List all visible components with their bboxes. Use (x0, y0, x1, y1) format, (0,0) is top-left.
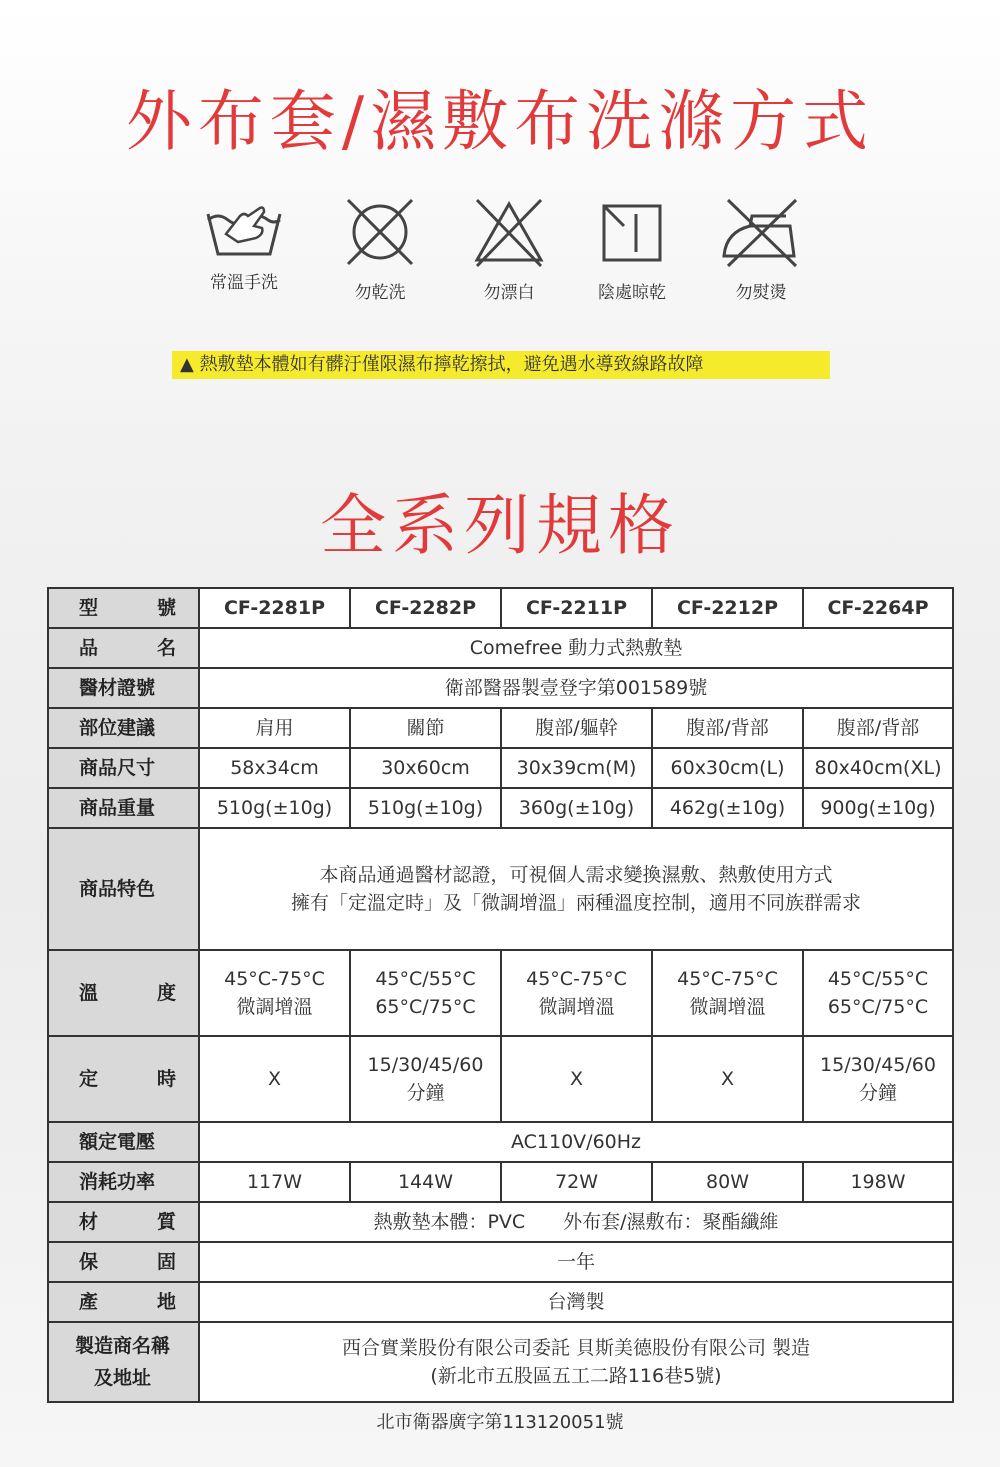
timer-line: 分鐘 (858, 1082, 897, 1104)
row-label: 型 號 (48, 588, 199, 628)
warning-banner: ▲ 熱敷墊本體如有髒汙僅限濕布擰乾擦拭，避免遇水導致線路故障 (172, 351, 830, 379)
timer-line: 15/30/45/60 (367, 1054, 484, 1076)
cell-material: 熱敷墊本體：PVC 外布套/濕敷布：聚酯纖維 (199, 1202, 953, 1242)
care-label: 陰處晾乾 (598, 283, 666, 303)
timer-line: 15/30/45/60 (820, 1054, 936, 1076)
cell-warranty: 一年 (199, 1242, 953, 1282)
row-feature (48, 828, 953, 950)
cell-model: CF-2264P (803, 588, 953, 628)
hand-wash-icon (204, 196, 284, 258)
cell-temperature (350, 950, 501, 1036)
cell-maker (199, 1322, 953, 1402)
cell-weight: 360g(±10g) (501, 788, 652, 828)
cell-name: Comefree 動力式熱敷墊 (199, 628, 953, 668)
care-item-shade-dry (572, 196, 692, 303)
care-label: 勿乾洗 (354, 283, 406, 303)
cell-license: 衛部醫器製壹登字第001589號 (199, 668, 953, 708)
row-origin (48, 1282, 953, 1322)
cell-timer (803, 1036, 953, 1122)
timer-line: X (720, 1068, 735, 1090)
cell-power: 144W (350, 1162, 501, 1202)
row-label: 商品重量 (48, 788, 199, 828)
temp-line: 65°C/75°C (827, 996, 929, 1018)
cell-power: 117W (199, 1162, 350, 1202)
no-iron-icon (716, 196, 806, 268)
care-icons (0, 196, 1000, 316)
cell-power: 72W (501, 1162, 652, 1202)
cell-size: 80x40cm(XL) (803, 748, 953, 788)
cell-body-part: 肩用 (199, 708, 350, 748)
cell-timer (199, 1036, 350, 1122)
row-label: 部位建議 (48, 708, 199, 748)
temp-line: 65°C/75°C (375, 996, 476, 1018)
care-label: 勿熨燙 (735, 283, 787, 303)
temp-line: 微調增溫 (236, 996, 313, 1018)
cell-temperature (652, 950, 803, 1036)
row-label: 產 地 (48, 1282, 199, 1322)
cell-origin: 台灣製 (199, 1282, 953, 1322)
cell-temperature (199, 950, 350, 1036)
row-label: 溫 度 (48, 950, 199, 1036)
row-timer (48, 1036, 953, 1122)
row-warranty (48, 1242, 953, 1282)
cell-timer (350, 1036, 501, 1122)
row-label: 消耗功率 (48, 1162, 199, 1202)
cell-weight: 510g(±10g) (199, 788, 350, 828)
row-power (48, 1162, 953, 1202)
temp-line: 45°C-75°C (677, 968, 778, 990)
cell-body-part: 腹部/背部 (803, 708, 953, 748)
cell-weight: 462g(±10g) (652, 788, 803, 828)
cell-timer (501, 1036, 652, 1122)
cell-power: 80W (652, 1162, 803, 1202)
row-weight (48, 788, 953, 828)
spec-table (47, 587, 954, 1403)
cell-size: 30x39cm(M) (501, 748, 652, 788)
row-label: 醫材證號 (48, 668, 199, 708)
row-label: 商品尺寸 (48, 748, 199, 788)
care-title: 外布套/濕敷布洗滌方式 (125, 83, 875, 160)
cell-model: CF-2211P (501, 588, 652, 628)
spec-title: 全系列規格 (320, 487, 680, 564)
cell-voltage: AC110V/60Hz (199, 1122, 953, 1162)
maker-label-line: 製造商名稱 (74, 1335, 170, 1357)
care-item-hand-wash (184, 196, 304, 293)
cell-body-part: 關節 (350, 708, 501, 748)
shade-dry-icon (592, 196, 672, 268)
care-item-no-iron (701, 196, 821, 303)
row-label: 定 時 (48, 1036, 199, 1122)
temp-line: 45°C/55°C (827, 968, 929, 990)
row-license (48, 668, 953, 708)
row-size (48, 748, 953, 788)
row-label: 商品特色 (48, 828, 199, 950)
cell-body-part: 腹部/軀幹 (501, 708, 652, 748)
row-maker (48, 1322, 953, 1402)
feature-line: 本商品通過醫材認證，可視個人需求變換濕敷、熱敷使用方式 (319, 864, 833, 886)
feature-line: 擁有「定溫定時」及「微調增溫」兩種溫度控制，適用不同族群需求 (290, 892, 861, 914)
row-temperature (48, 950, 953, 1036)
row-label: 材 質 (48, 1202, 199, 1242)
row-label (48, 1322, 199, 1402)
row-name (48, 628, 953, 668)
temp-line: 微調增溫 (538, 996, 615, 1018)
cell-body-part: 腹部/背部 (652, 708, 803, 748)
cell-temperature (803, 950, 953, 1036)
cell-size: 58x34cm (199, 748, 350, 788)
row-voltage (48, 1122, 953, 1162)
no-dry-clean-icon (340, 196, 420, 268)
row-label: 品 名 (48, 628, 199, 668)
cell-power: 198W (803, 1162, 953, 1202)
maker-line: (新北市五股區五工二路116巷5號) (430, 1365, 722, 1387)
maker-line: 西合實業股份有限公司委託 貝斯美德股份有限公司 製造 (341, 1337, 811, 1359)
row-label: 額定電壓 (48, 1122, 199, 1162)
cell-model: CF-2212P (652, 588, 803, 628)
cell-model: CF-2282P (350, 588, 501, 628)
cell-weight: 900g(±10g) (803, 788, 953, 828)
temp-line: 45°C-75°C (526, 968, 627, 990)
cell-weight: 510g(±10g) (350, 788, 501, 828)
row-body-part (48, 708, 953, 748)
temp-line: 45°C/55°C (375, 968, 476, 990)
temp-line: 微調增溫 (689, 996, 766, 1018)
cell-size: 30x60cm (350, 748, 501, 788)
row-model (48, 588, 953, 628)
timer-line: 分鐘 (406, 1082, 445, 1104)
cell-size: 60x30cm(L) (652, 748, 803, 788)
care-label: 勿漂白 (483, 283, 535, 303)
care-item-no-dry-clean (320, 196, 440, 303)
ad-license-number: 北市衛器廣字第113120051號 (376, 1412, 624, 1433)
cell-timer (652, 1036, 803, 1122)
no-bleach-icon (469, 196, 549, 268)
care-label: 常溫手洗 (210, 273, 278, 293)
row-label: 保 固 (48, 1242, 199, 1282)
cell-temperature (501, 950, 652, 1036)
care-item-no-bleach (449, 196, 569, 303)
timer-line: X (569, 1068, 584, 1090)
row-material (48, 1202, 953, 1242)
maker-label-line: 及地址 (93, 1367, 151, 1389)
temp-line: 45°C-75°C (224, 968, 325, 990)
cell-model: CF-2281P (199, 588, 350, 628)
cell-feature (199, 828, 953, 950)
timer-line: X (267, 1068, 282, 1090)
